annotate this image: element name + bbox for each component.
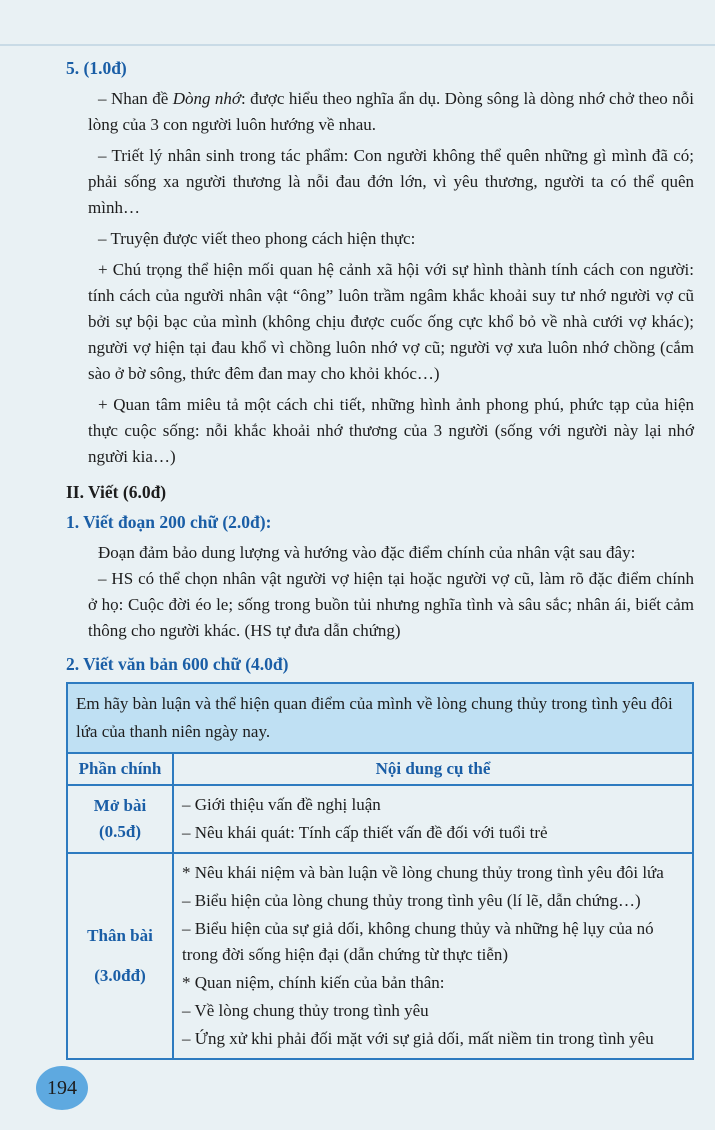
text: – Nhan đề [98, 89, 173, 108]
paragraph: + Chú trọng thể hiện mối quan hệ cảnh xã hội với sự hình thành tính cách con người: tính cách của người nhân vật “ông” luôn trầm ngâm khắc khoải suy tư nhớ người vợ cũ bởi sự bội bạc của mình (không chịu được cuốc ống cực khổ bỏ về nhà cưới vợ khác); người vợ hiện tại đau khổ vì chồng luôn nhớ vợ cũ; người vợ xưa luôn nhớ chồng (cắm sào ở bờ sông, thức đêm đan may cho khỏi khóc…) [88, 260, 694, 383]
row-label [67, 785, 173, 853]
label: Thân bài [87, 926, 153, 945]
text: : được hiểu theo nghĩa ẩn dụ. Dòng sông là dòng nhớ chở theo nỗi lòng của 3 con người luôn hướng về nhau. [88, 89, 694, 134]
section-2-heading: 2. Viết văn bản 600 chữ (4.0đ) [66, 654, 289, 674]
list-item: – Về lòng chung thủy trong tình yêu [182, 1001, 429, 1020]
paragraph: – Truyện được viết theo phong cách hiện thực: [98, 229, 416, 248]
outline-table [66, 682, 694, 1060]
page-number: 194 [36, 1066, 88, 1110]
essay-prompt: Em hãy bàn luận và thể hiện quan điểm của mình về lòng chung thủy trong tình yêu đôi lứa của thanh niên ngày nay. [67, 683, 693, 753]
paragraph: – HS có thể chọn nhân vật người vợ hiện tại hoặc người vợ cũ, làm rõ đặc điểm chính ở họ: Cuộc đời éo le; sống trong buồn tủi nhưng nghĩa tình và sâu sắc; nhân ái, biết cảm thông cho người khác. (HS tự đưa dẫn chứng) [88, 569, 694, 640]
list-item: – Nêu khái quát: Tính cấp thiết vấn đề đối với tuổi trẻ [182, 823, 548, 842]
list-item: – Ứng xử khi phải đối mặt với sự giả dối, mất niềm tin trong tình yêu [182, 1029, 654, 1048]
row-content [173, 853, 693, 1059]
list-item: – Biểu hiện của lòng chung thủy trong tình yêu (lí lẽ, dẫn chứng…) [182, 891, 641, 910]
column-header: Phần chính [67, 753, 173, 785]
paragraph: Đoạn đảm bảo dung lượng và hướng vào đặc điểm chính của nhân vật sau đây: [98, 543, 636, 562]
part-2-heading: II. Viết (6.0đ) [66, 482, 167, 502]
question-5-heading: 5. (1.0đ) [66, 58, 127, 78]
paragraph [88, 86, 694, 138]
list-item: – Giới thiệu vấn đề nghị luận [182, 795, 381, 814]
score: (3.0đđ) [94, 966, 146, 985]
paragraph: – Triết lý nhân sinh trong tác phẩm: Con người không thể quên những gì mình đã có; phải sống xa người thương là nỗi đau đớn lớn, vì yêu thương, người ta có thể quên mình… [88, 146, 694, 217]
column-header: Nội dung cụ thể [173, 753, 693, 785]
question-5-body [88, 86, 694, 470]
label: Mở bài [93, 796, 147, 815]
list-item: * Nêu khái niệm và bàn luận về lòng chung thủy trong tình yêu đôi lứa [182, 863, 664, 882]
list-item: * Quan niệm, chính kiến của bản thân: [182, 973, 445, 992]
list-item: – Biểu hiện của sự giả dối, không chung thủy và những hệ lụy của nó trong đời sống hiện đại (dẫn chứng từ thực tiễn) [182, 919, 654, 964]
title-emphasis: Dòng nhớ [172, 89, 241, 108]
table-row [67, 785, 693, 853]
section-1-heading: 1. Viết đoạn 200 chữ (2.0đ): [66, 512, 272, 532]
paragraph: + Quan tâm miêu tả một cách chi tiết, những hình ảnh phong phú, phức tạp của hiện thực cuộc sống: nỗi khắc khoải nhớ thương của 3 người (sống với người này lại nhớ người kia…) [88, 395, 694, 466]
row-content [173, 785, 693, 853]
score: (0.5đ) [98, 822, 142, 841]
table-row [67, 853, 693, 1059]
row-label [67, 853, 173, 1059]
section-1-body [88, 540, 694, 644]
